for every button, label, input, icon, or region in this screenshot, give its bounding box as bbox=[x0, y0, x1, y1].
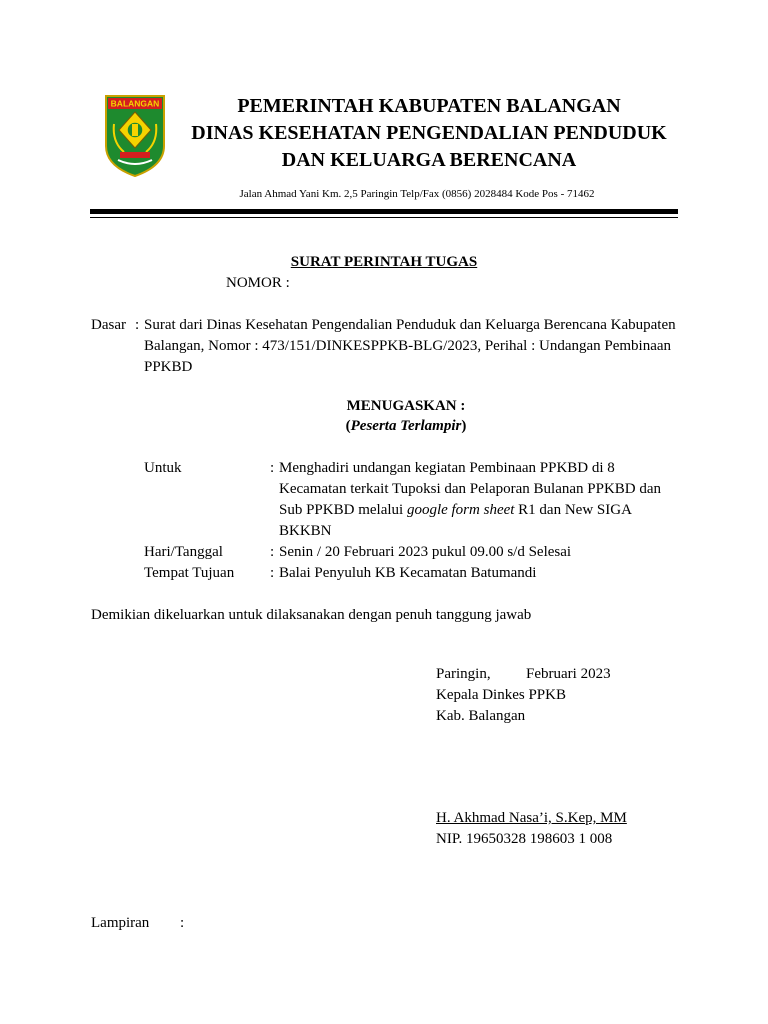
untuk-colon: : bbox=[270, 460, 275, 476]
peserta-close: ) bbox=[461, 418, 467, 434]
signature-place: Paringin, bbox=[436, 666, 491, 682]
dasar-label: Dasar bbox=[91, 317, 126, 333]
signature-region: Kab. Balangan bbox=[436, 708, 526, 724]
signature-date: Februari 2023 bbox=[526, 666, 611, 682]
header-line-3: DAN KELUARGA BERENCANA bbox=[281, 149, 577, 171]
signature-nip: NIP. 19650328 198603 1 008 bbox=[436, 831, 613, 847]
signature-position: Kepala Dinkes PPKB bbox=[436, 687, 566, 703]
header-rule-thick bbox=[90, 209, 678, 214]
menugaskan-heading: MENUGASKAN : bbox=[346, 398, 466, 414]
hari-label: Hari/Tanggal bbox=[144, 544, 223, 560]
hari-value: Senin / 20 Februari 2023 pukul 09.00 s/d Selesai bbox=[279, 544, 572, 560]
peserta-open: ( bbox=[345, 418, 351, 434]
dasar-colon: : bbox=[135, 317, 140, 333]
tempat-value: Balai Penyuluh KB Kecamatan Batumandi bbox=[279, 565, 537, 581]
hari-colon: : bbox=[270, 544, 275, 560]
lampiran-colon: : bbox=[180, 915, 185, 931]
untuk-text-2: R1 dan New SIGA BKKBN bbox=[279, 502, 632, 539]
document-title: SURAT PERINTAH TUGAS bbox=[290, 254, 478, 270]
dasar-text: Surat dari Dinas Kesehatan Pengendalian Penduduk dan Keluarga Berencana Kabupaten Balangan, Nomor : 473/151/DINKESPPKB-BLG/2023, Perihal : Undangan Pembinaan PPKBD bbox=[144, 317, 676, 375]
untuk-text-1: Menghadiri undangan kegiatan Pembinaan PPKBD di 8 Kecamatan terkait Tupoksi dan Pelaporan Bulanan PPKBD dan Sub PPKBD melalui bbox=[279, 460, 662, 518]
untuk-text-italic: google form sheet bbox=[406, 502, 515, 518]
peserta-note bbox=[0, 416, 768, 437]
header-line-1: PEMERINTAH KABUPATEN BALANGAN bbox=[237, 95, 621, 117]
signature-name: H. Akhmad Nasa’i, S.Kep, MM bbox=[436, 810, 627, 826]
header-address: Jalan Ahmad Yani Km. 2,5 Paringin Telp/Fax (0856) 2028484 Kode Pos - 71462 bbox=[239, 188, 595, 200]
document-number: NOMOR : bbox=[226, 275, 290, 291]
lampiran-label: Lampiran bbox=[91, 915, 150, 931]
closing-statement: Demikian dikeluarkan untuk dilaksanakan dengan penuh tanggung jawab bbox=[91, 607, 532, 623]
tempat-label: Tempat Tujuan bbox=[144, 565, 235, 581]
tempat-colon: : bbox=[270, 565, 275, 581]
untuk-label: Untuk bbox=[144, 460, 182, 476]
svg-text:BALANGAN: BALANGAN bbox=[110, 98, 160, 109]
peserta-text: Peserta Terlampir bbox=[350, 418, 462, 434]
untuk-value bbox=[279, 458, 679, 542]
header-line-2: DINAS KESEHATAN PENGENDALIAN PENDUDUK bbox=[191, 122, 667, 144]
header-rule-thin bbox=[90, 217, 678, 218]
